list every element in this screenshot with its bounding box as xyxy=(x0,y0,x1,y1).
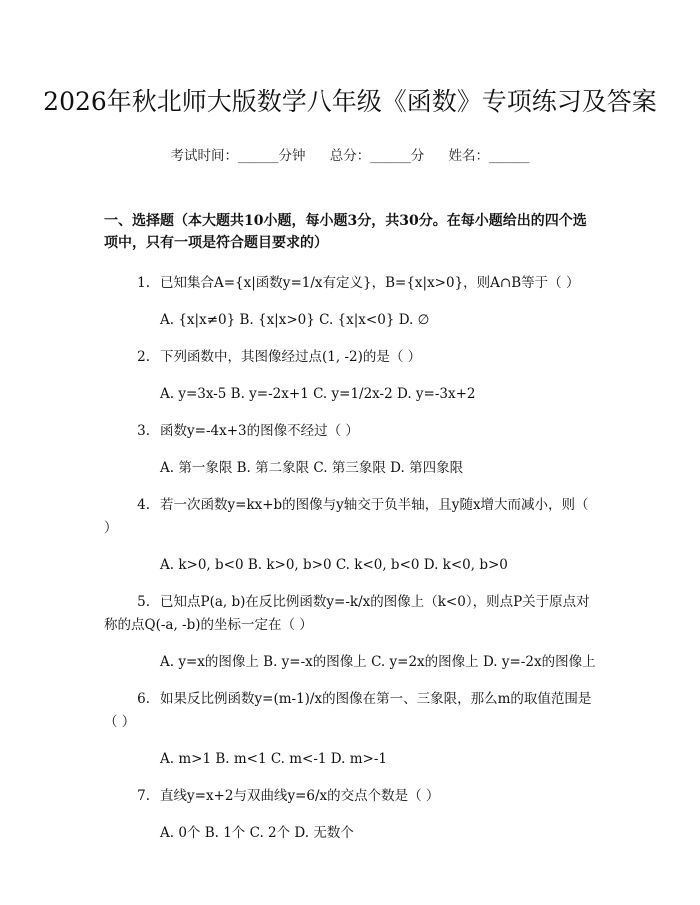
question-number: 7. xyxy=(137,788,150,804)
question-stem xyxy=(104,591,596,637)
question-stem xyxy=(104,785,596,808)
question-options: A. m>1 B. m<1 C. m<-1 D. m>-1 xyxy=(160,751,387,767)
exam-time-field: 考试时间：______分钟 xyxy=(170,148,306,164)
question-options: A. y=3x-5 B. y=-2x+1 C. y=1/2x-2 D. y=-3x+2 xyxy=(160,386,476,402)
question-text: 若一次函数y=kx+b的图像与y轴交于负半轴，且y随x增大而减小，则（ ） xyxy=(104,497,589,536)
exam-meta xyxy=(0,144,700,164)
question-stem xyxy=(104,346,596,369)
question-number: 5. xyxy=(137,594,150,610)
student-name-field: 姓名：______ xyxy=(448,148,530,164)
question-options: A. k>0, b<0 B. k>0, b>0 C. k<0, b<0 D. k<0, b>0 xyxy=(160,557,508,573)
question-number: 4. xyxy=(137,497,150,513)
question-text: 已知集合A={x|函数y=1/x有定义}，B={x|x>0}，则A∩B等于（ ） xyxy=(160,275,580,291)
question-options: A. 第一象限 B. 第二象限 C. 第三象限 D. 第四象限 xyxy=(160,460,464,476)
question-stem xyxy=(104,420,596,443)
question-stem xyxy=(104,494,596,540)
question-text: 函数y=-4x+3的图像不经过（ ） xyxy=(160,423,359,439)
question-text: 已知点P(a, b)在反比例函数y=-k/x的图像上（k<0），则点P关于原点对称的点Q(-a, -b)的坐标一定在（ ） xyxy=(104,594,590,633)
question-text: 如果反比例函数y=(m-1)/x的图像在第一、三象限，那么m的取值范围是（ ） xyxy=(104,691,592,730)
question-list xyxy=(0,272,700,845)
question-text: 直线y=x+2与双曲线y=6/x的交点个数是（ ） xyxy=(160,788,440,804)
document-title: 2026年秋北师大版数学八年级《函数》专项练习及答案 xyxy=(43,87,657,116)
question-number: 2. xyxy=(137,349,150,365)
question-text: 下列函数中，其图像经过点(1, -2)的是（ ） xyxy=(160,349,422,365)
question-number: 6. xyxy=(137,691,150,707)
question-options: A. {x|x≠0} B. {x|x>0} C. {x|x<0} D. ∅ xyxy=(160,312,430,328)
question-options: A. y=x的图像上 B. y=-x的图像上 C. y=2x的图像上 D. y=-2x的图像上 xyxy=(160,654,596,670)
question-options: A. 0个 B. 1个 C. 2个 D. 无数个 xyxy=(160,825,354,841)
question-stem xyxy=(104,272,596,295)
section-heading: 一、选择题（本大题共10小题，每小题3分，共30分。在每小题给出的四个选项中，只有一项是符合题目要求的） xyxy=(104,213,587,251)
total-score-field: 总分：______分 xyxy=(329,148,425,164)
question-number: 3. xyxy=(137,423,150,439)
question-stem xyxy=(104,688,596,734)
question-number: 1. xyxy=(137,275,150,291)
